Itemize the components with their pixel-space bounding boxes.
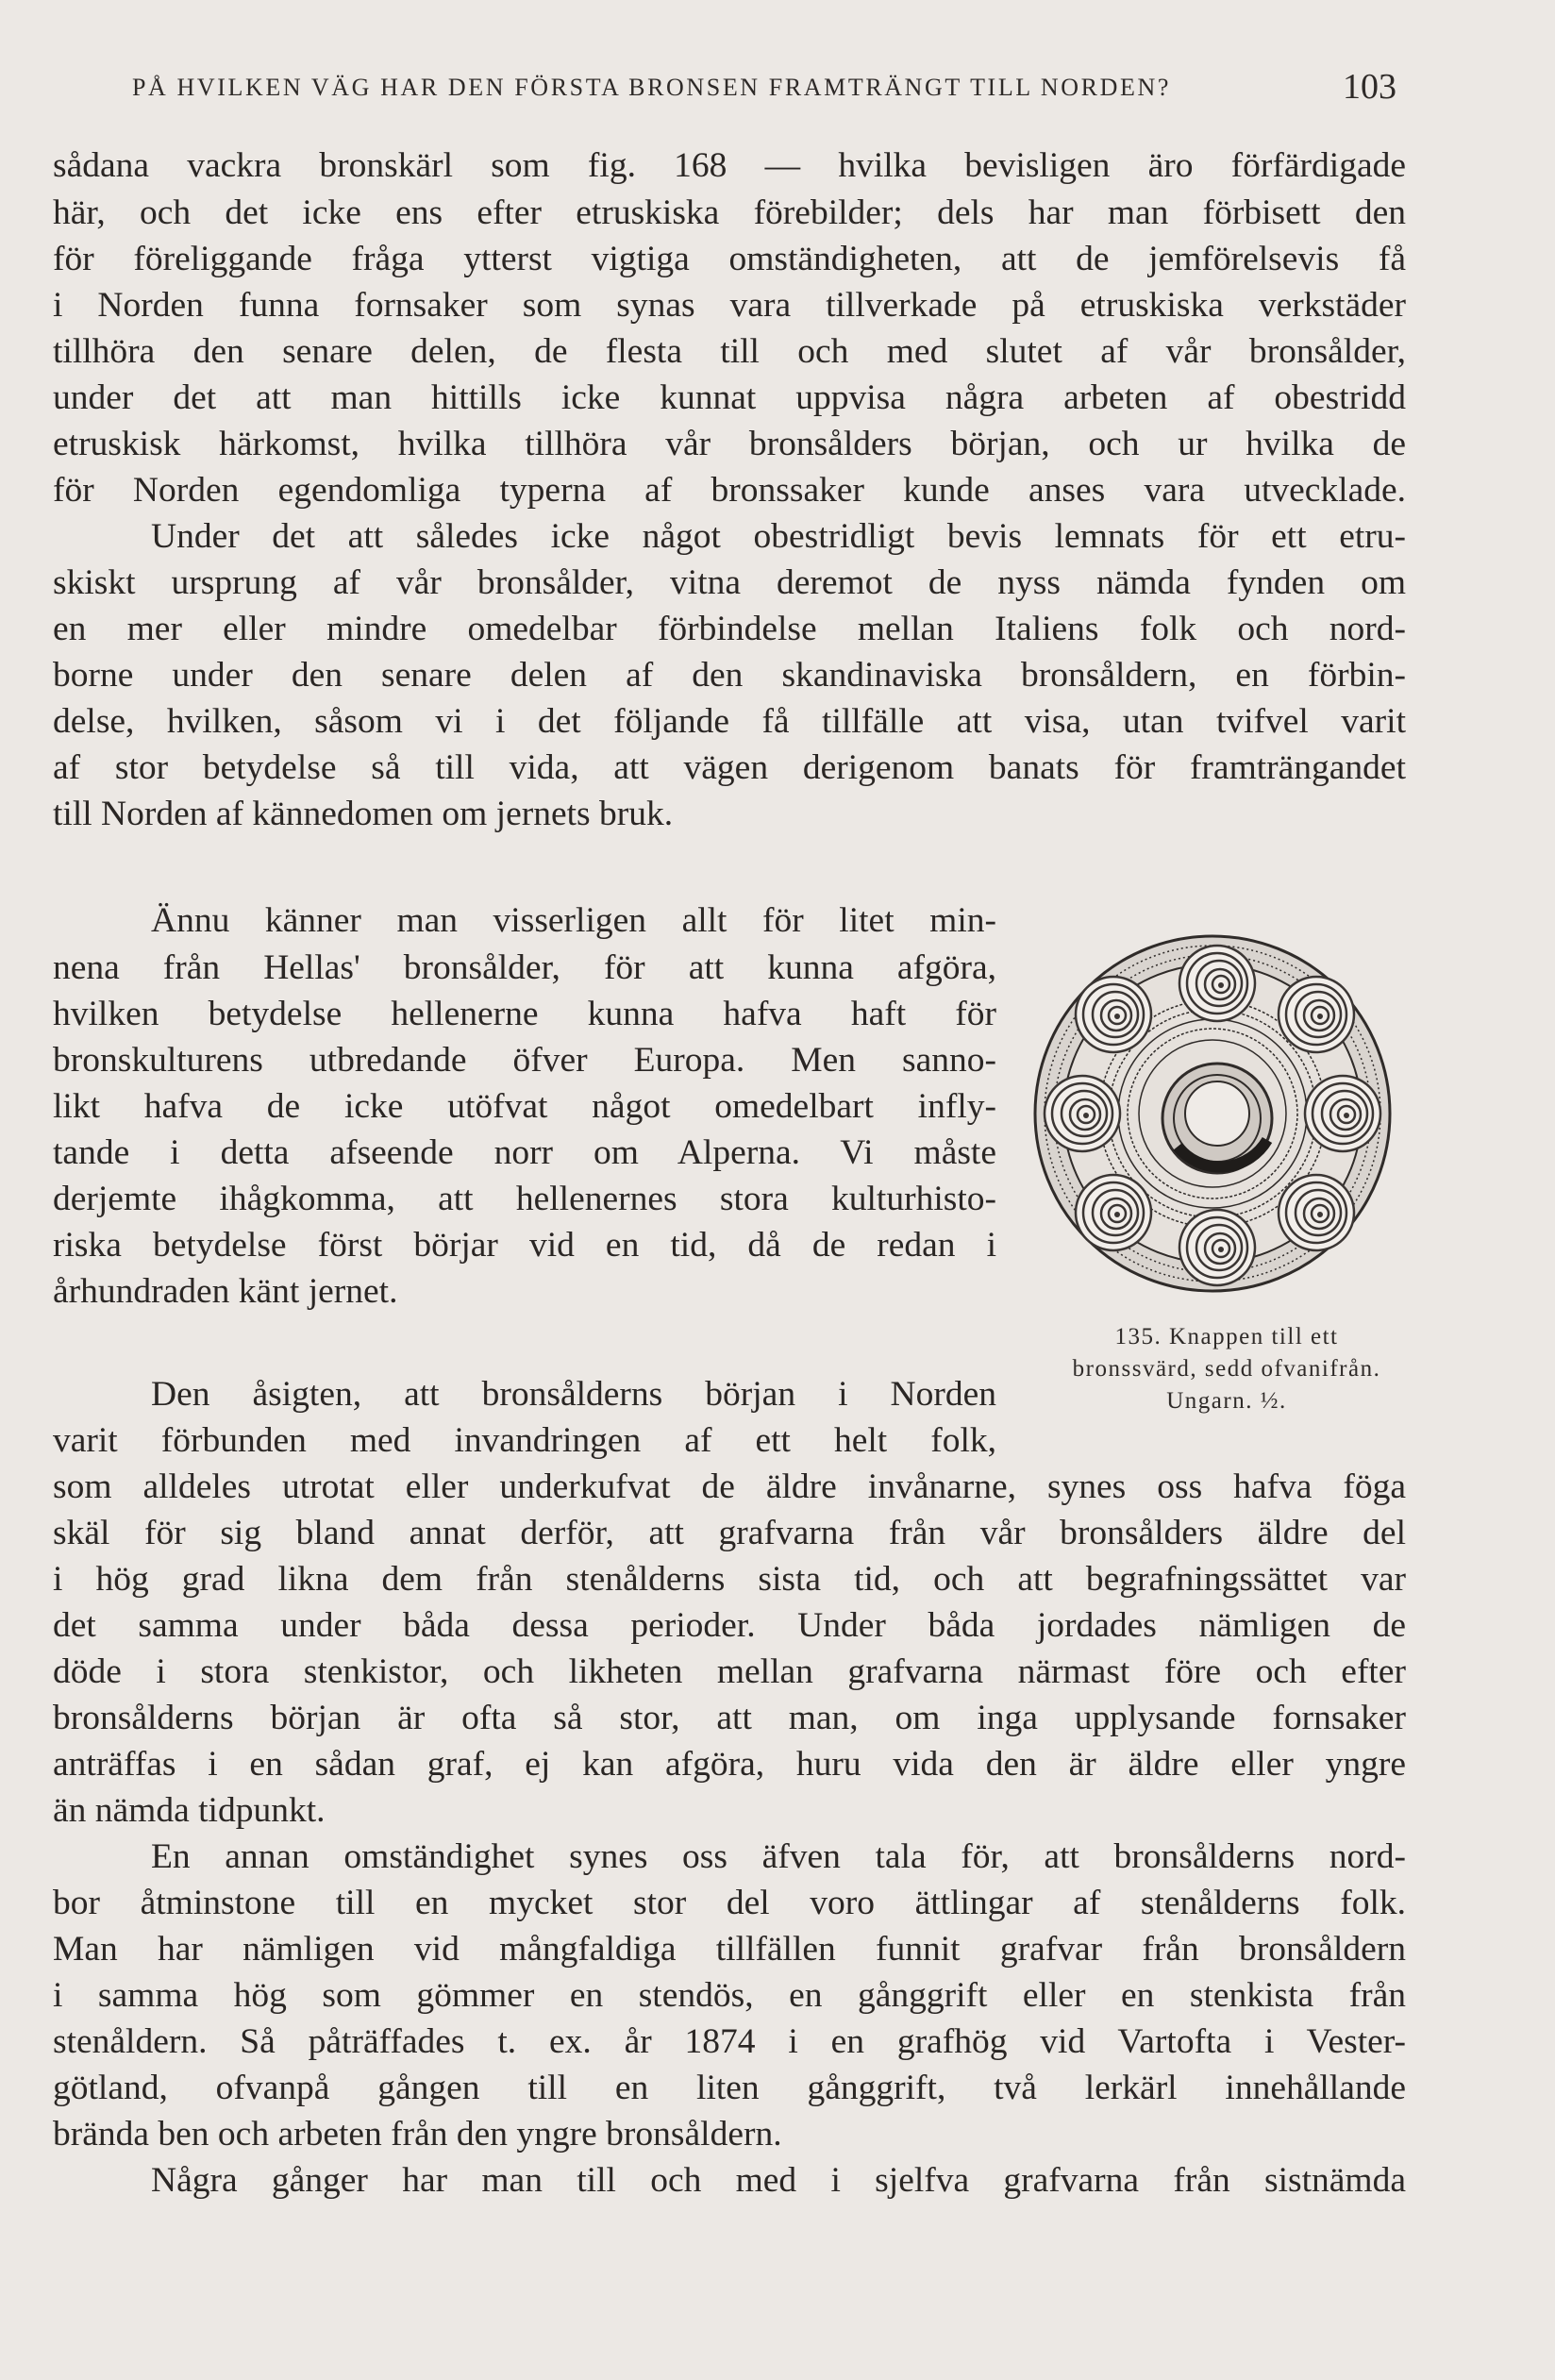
text-line: som alldeles utrotat eller underkufvat de äldre invånarne, synes oss hafva föga bbox=[53, 1467, 1406, 1506]
text-line: En annan omständighet synes oss äfven tala för, att bronsålderns nord- bbox=[151, 1837, 1406, 1876]
text-line: etruskisk härkomst, hvilka tillhöra vår bronsålders början, och ur hvilka de bbox=[53, 425, 1406, 463]
text-line: för föreliggande fråga ytterst vigtiga omständigheten, att de jemförelsevis få bbox=[53, 240, 1406, 278]
figure-caption bbox=[1028, 1321, 1425, 1417]
text-line: Den åsigten, att bronsålderns början i Norden bbox=[151, 1375, 996, 1414]
bronze-disc-spiral-ornament-icon bbox=[1024, 925, 1401, 1302]
text-line: än nämda tidpunkt. bbox=[53, 1791, 326, 1830]
text-line: borne under den senare delen af den skandinaviska bronsåldern, en förbin- bbox=[53, 656, 1406, 695]
text-line: Man har nämligen vid mångfaldiga tillfällen funnit grafvar från bronsåldern bbox=[53, 1930, 1406, 1969]
text-line: i samma hög som gömmer en stendös, en gånggrift eller en stenkista från bbox=[53, 1976, 1406, 2015]
text-line: derjemte ihågkomma, att hellenernes stora kulturhisto- bbox=[53, 1180, 996, 1218]
text-line: af stor betydelse så till vida, att vägen derigenom banats för framträngandet bbox=[53, 748, 1406, 787]
text-line: riska betydelse först börjar vid en tid, då de redan i bbox=[53, 1226, 996, 1265]
page-number: 103 bbox=[1343, 67, 1396, 107]
caption-line: Ungarn. ½. bbox=[1166, 1388, 1287, 1414]
text-line: under det att man hittills icke kunnat uppvisa några arbeten af obestridd bbox=[53, 378, 1406, 417]
text-line: brända ben och arbeten från den yngre bronsåldern. bbox=[53, 2115, 782, 2154]
text-line: götland, ofvanpå gången till en liten gånggrift, två lerkärl innehållande bbox=[53, 2069, 1406, 2107]
text-line: århundraden känt jernet. bbox=[53, 1272, 398, 1311]
text-line: delse, hvilken, såsom vi i det följande få tillfälle att visa, utan tvifvel varit bbox=[53, 702, 1406, 741]
text-line: det samma under båda dessa perioder. Under båda jordades nämligen de bbox=[53, 1606, 1406, 1645]
text-line: stenåldern. Så påträffades t. ex. år 1874 i en grafhög vid Vartofta i Vester- bbox=[53, 2022, 1406, 2061]
text-line: tillhöra den senare delen, de flesta till och med slutet af vår bronsålder, bbox=[53, 332, 1406, 371]
text-line: nena från Hellas' bronsålder, för att kunna afgöra, bbox=[53, 948, 996, 987]
text-line: Ännu känner man visserligen allt för litet min- bbox=[151, 901, 996, 940]
text-line: tande i detta afseende norr om Alperna. Vi måste bbox=[53, 1133, 996, 1172]
text-line: bor åtminstone till en mycket stor del voro ättlingar af stenålderns folk. bbox=[53, 1884, 1406, 1922]
caption-line: 135. Knappen till ett bbox=[1114, 1324, 1339, 1349]
figure-bronze-disc bbox=[1024, 925, 1401, 1302]
text-line: för Norden egendomliga typerna af bronssaker kunde anses vara utvecklade. bbox=[53, 471, 1406, 510]
running-title: PÅ HVILKEN VÄG HAR DEN FÖRSTA BRONSEN FRAMTRÄNGT TILL NORDEN? bbox=[132, 74, 1171, 101]
text-line: varit förbunden med invandringen af ett helt folk, bbox=[53, 1421, 996, 1460]
text-line: en mer eller mindre omedelbar förbindelse mellan Italiens folk och nord- bbox=[53, 610, 1406, 648]
text-line: hvilken betydelse hellenerne kunna hafva haft för bbox=[53, 995, 996, 1033]
text-line: bronskulturens utbredande öfver Europa. Men sanno- bbox=[53, 1041, 996, 1080]
text-line: Några gånger har man till och med i sjelfva grafvarna från sistnämda bbox=[151, 2161, 1406, 2200]
text-line: här, och det icke ens efter etruskiska förebilder; dels har man förbisett den bbox=[53, 193, 1406, 232]
text-line: i hög grad likna dem från stenålderns sista tid, och att begrafningssättet var bbox=[53, 1560, 1406, 1599]
text-line: skäl för sig bland annat derför, att grafvarna från vår bronsålders äldre del bbox=[53, 1514, 1406, 1552]
caption-line: bronssvärd, sedd ofvanifrån. bbox=[1072, 1356, 1381, 1382]
text-line: döde i stora stenkistor, och likheten mellan grafvarna närmast före och efter bbox=[53, 1652, 1406, 1691]
text-line: till Norden af kännedomen om jernets bruk. bbox=[53, 795, 674, 833]
text-line: bronsålderns början är ofta så stor, att man, om inga upplysande fornsaker bbox=[53, 1699, 1406, 1737]
text-line: anträffas i en sådan graf, ej kan afgöra, huru vida den är äldre eller yngre bbox=[53, 1745, 1406, 1784]
text-line: sådana vackra bronskärl som fig. 168 — hvilka bevisligen äro förfärdigade bbox=[53, 146, 1406, 185]
text-line: Under det att således icke något obestridligt bevis lemnats för ett etru- bbox=[151, 517, 1406, 556]
text-line: skiskt ursprung af vår bronsålder, vitna deremot de nyss nämda fynden om bbox=[53, 563, 1406, 602]
text-line: i Norden funna fornsaker som synas vara tillverkade på etruskiska verkstäder bbox=[53, 286, 1406, 325]
running-head bbox=[132, 66, 1396, 113]
text-line: likt hafva de icke utöfvat något omedelbart infly- bbox=[53, 1087, 996, 1126]
